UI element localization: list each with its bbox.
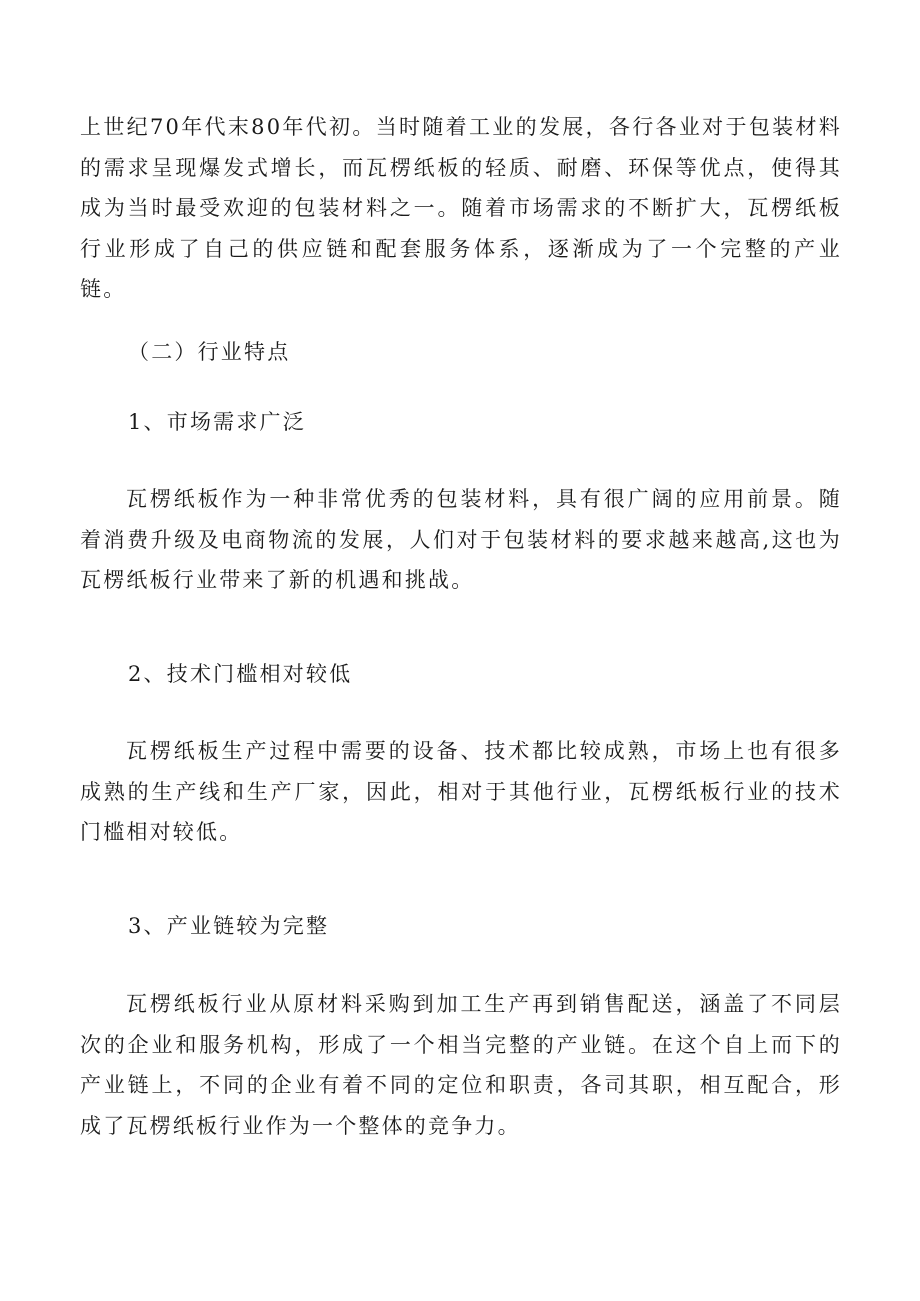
section-heading-block — [128, 332, 828, 372]
item-1-heading-block — [128, 402, 828, 442]
item-heading: 3、产业链较为完整 — [128, 914, 330, 938]
item-body: 瓦楞纸板作为一种非常优秀的包装材料，具有很广阔的应用前景。随着消费升级及电商物流的发展，人们对于包装材料的要求越来越高,这也为瓦楞纸板行业带来了新的机遇和挑战。 — [80, 487, 842, 592]
item-heading: 2、技术门槛相对较低 — [128, 662, 353, 686]
intro-paragraph-block — [80, 107, 842, 310]
item-body: 瓦楞纸板生产过程中需要的设备、技术都比较成熟，市场上也有很多成熟的生产线和生产厂家，因此，相对于其他行业，瓦楞纸板行业的技术门槛相对较低。 — [80, 739, 842, 844]
intro-paragraph: 上世纪70年代末80年代初。当时随着工业的发展，各行各业对于包装材料的需求呈现爆发式增长，而瓦楞纸板的轻质、耐磨、环保等优点，使得其成为当时最受欢迎的包装材料之一。随着市场需求的不断扩大，瓦楞纸板行业形成了自己的供应链和配套服务体系，逐渐成为了一个完整的产业链。 — [80, 115, 842, 301]
item-3-heading-block — [128, 906, 828, 946]
item-3-body-block — [80, 984, 842, 1146]
item-body: 瓦楞纸板行业从原材料采购到加工生产再到销售配送，涵盖了不同层次的企业和服务机构，形成了一个相当完整的产业链。在这个自上而下的产业链上，不同的企业有着不同的定位和职责，各司其职，相互配合，形成了瓦楞纸板行业作为一个整体的竞争力。 — [80, 992, 842, 1138]
item-heading: 1、市场需求广泛 — [128, 410, 306, 434]
item-1-body-block — [80, 479, 842, 601]
section-heading: （二）行业特点 — [128, 340, 291, 364]
item-2-heading-block — [128, 654, 828, 694]
item-2-body-block — [80, 731, 842, 853]
